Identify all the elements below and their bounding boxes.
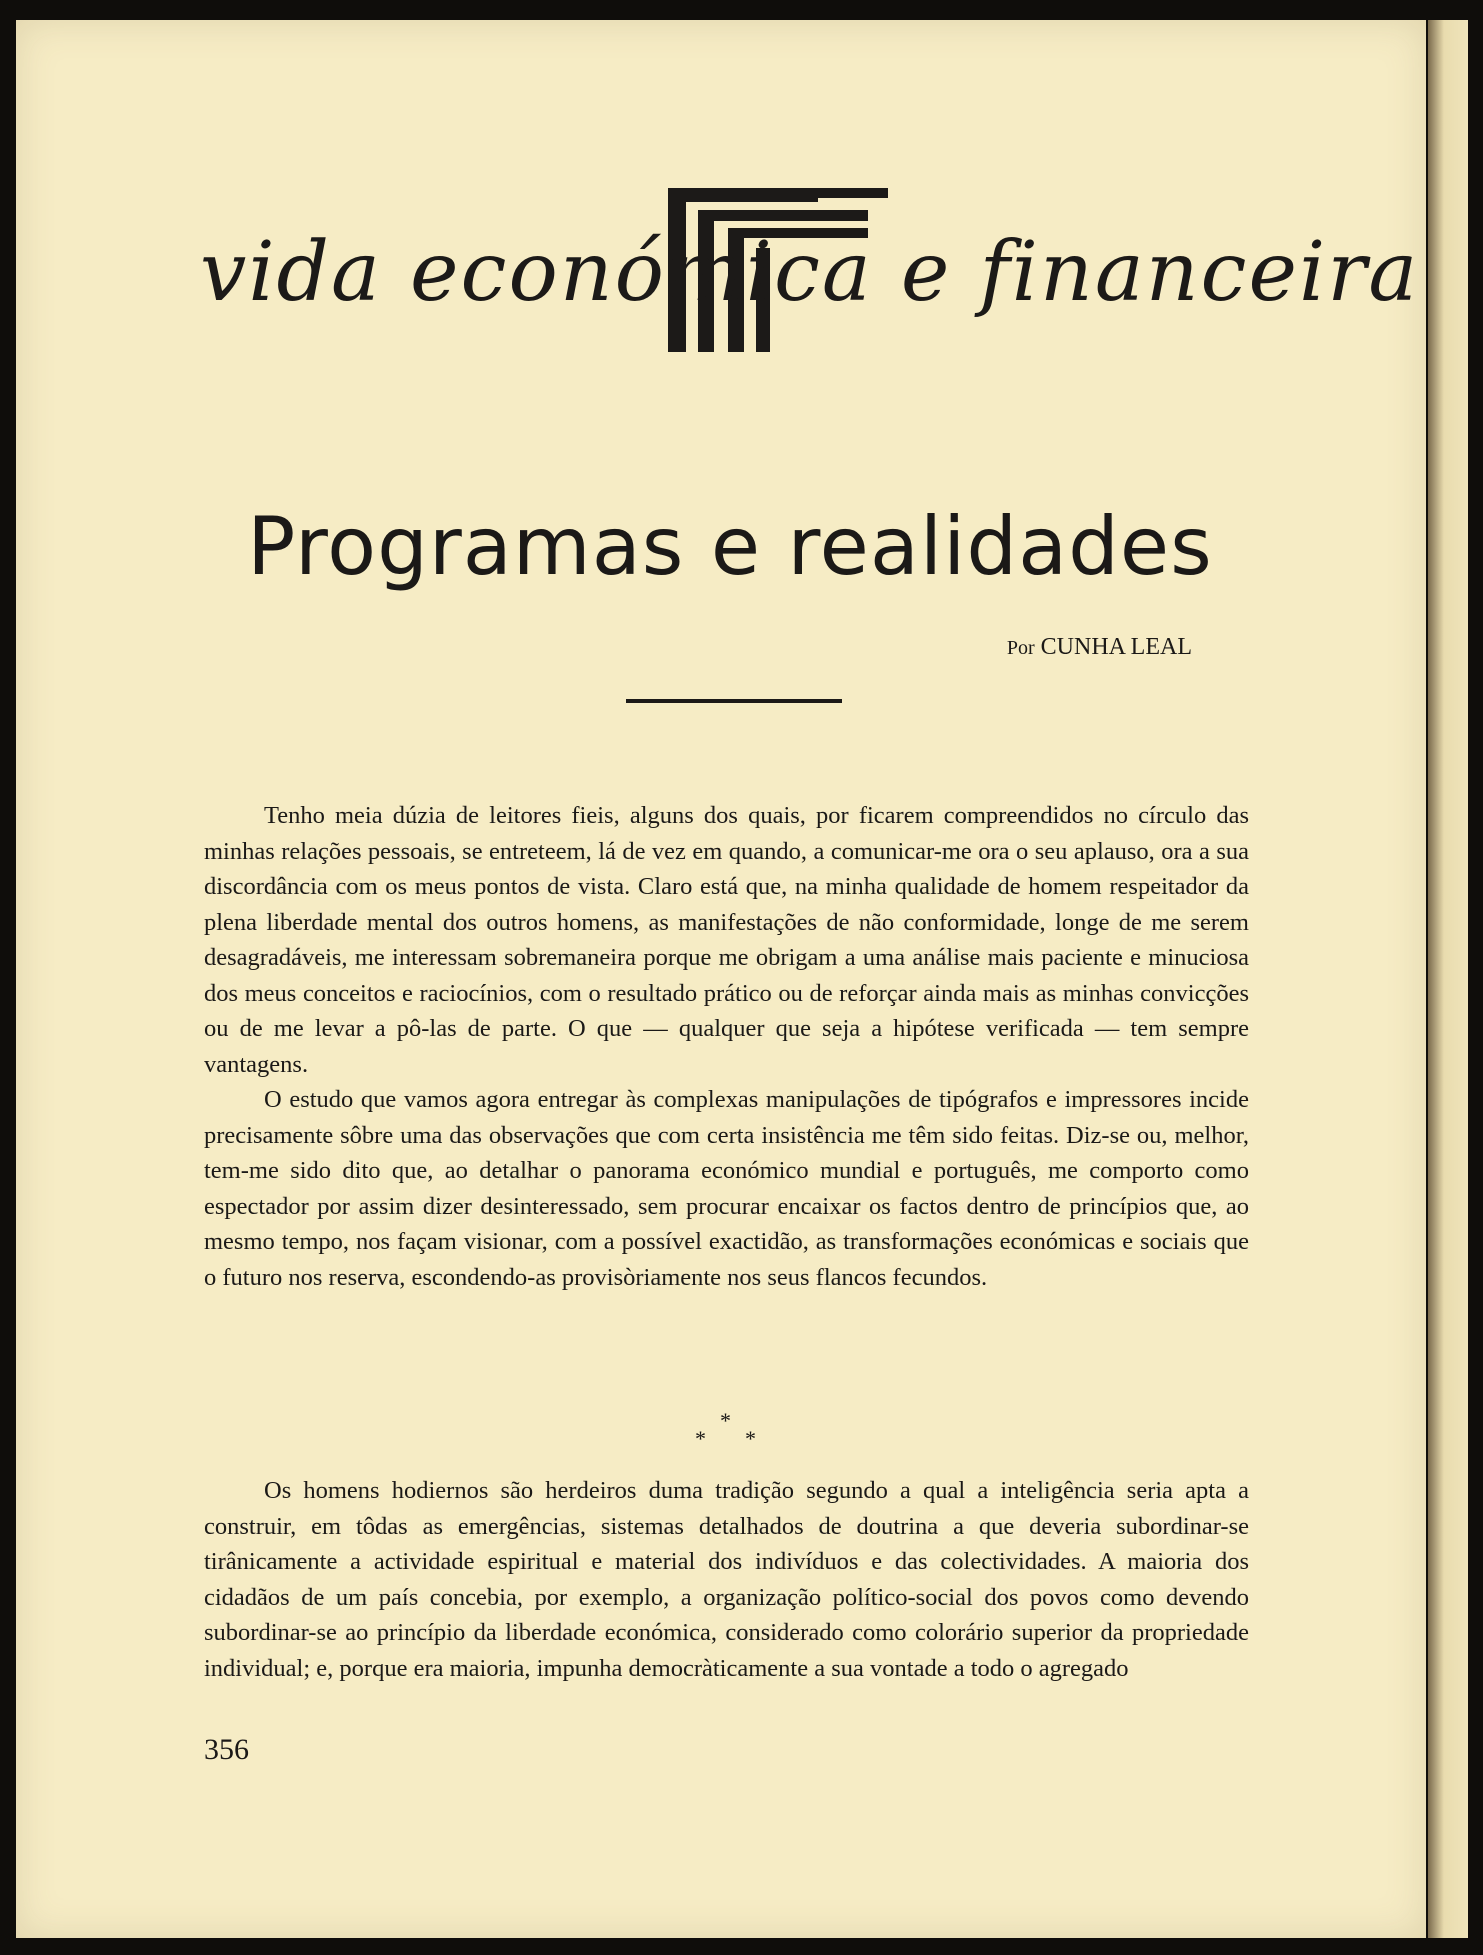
paragraph: Tenho meia dúzia de leitores fieis, alguns dos quais, por ficarem compreendidos no círculo das minhas relações pessoais, se entreteem, lá de vez em quando, a comunicar-me ora o seu aplauso, ora a sua discordância com os meus pontos de vista. Claro está que, na minha qualidade de homem respeitador da plena liberdade mental dos outros homens, as manifestações de não conformidade, longe de me serem desagradáveis, me interessam sobremaneira porque me obrigam a uma análise mais paciente e minuciosa dos meus conceitos e raciocínios, com o resultado prático ou de reforçar ainda mais as minhas convicções ou de me levar a pô-las de parte. O que — qualquer que seja a hipótese verificada — tem sempre vantagens.: [204, 802, 1249, 1078]
paragraph: O estudo que vamos agora entregar às complexas manipulações de tipógrafos e impressores incide precisamente sôbre uma das observações que com certa insistência me têm sido feitas. Diz-se ou, melhor, tem-me sido dito que, ao detalhar o panorama económico mundial e português, me comporto como espectador por assim dizer desinteressado, sem procurar encaixar os factos dentro de princípios que, ao mesmo tempo, nos façam visionar, com a possível exactidão, as transformações económicas e sociais que o futuro nos reserva, escondendo-as provisòriamente nos seus flancos fecundos.: [204, 1086, 1249, 1291]
article-body-part-1: [204, 798, 1249, 1295]
asterisk: *: [695, 1426, 706, 1451]
paragraph: Os homens hodiernos são herdeiros duma tradição segundo a qual a inteligência seria apta a construir, em tôdas as emergências, sistemas detalhados de doutrina a que deveria subordinar-se tirânicamente a actividade espiritual e material dos indivíduos e das colectividades. A maioria dos cidadãos de um país concebia, por exemplo, a organização político-social dos povos como devendo subordinar-se ao princípio da liberdade económica, considerado como colorário superior da propriedade individual; e, porque era maioria, impunha democràticamente a sua vontade a todo o agregado: [204, 1477, 1249, 1682]
title-divider: [626, 699, 842, 703]
asterisk: *: [720, 1408, 731, 1433]
byline: [900, 634, 1192, 661]
asterisk: *: [745, 1426, 756, 1451]
book-spine: [1428, 20, 1468, 1938]
section-break-asterism: [680, 1408, 780, 1458]
article-title: Programas e realidades: [247, 500, 1213, 593]
article-body-part-2: [204, 1473, 1249, 1686]
section-title: vida económica e financeira: [200, 225, 1420, 320]
byline-prefix: Por: [1006, 637, 1035, 659]
page-number: 356: [204, 1733, 249, 1766]
author-name: CUNHA LEAL: [1040, 634, 1192, 660]
